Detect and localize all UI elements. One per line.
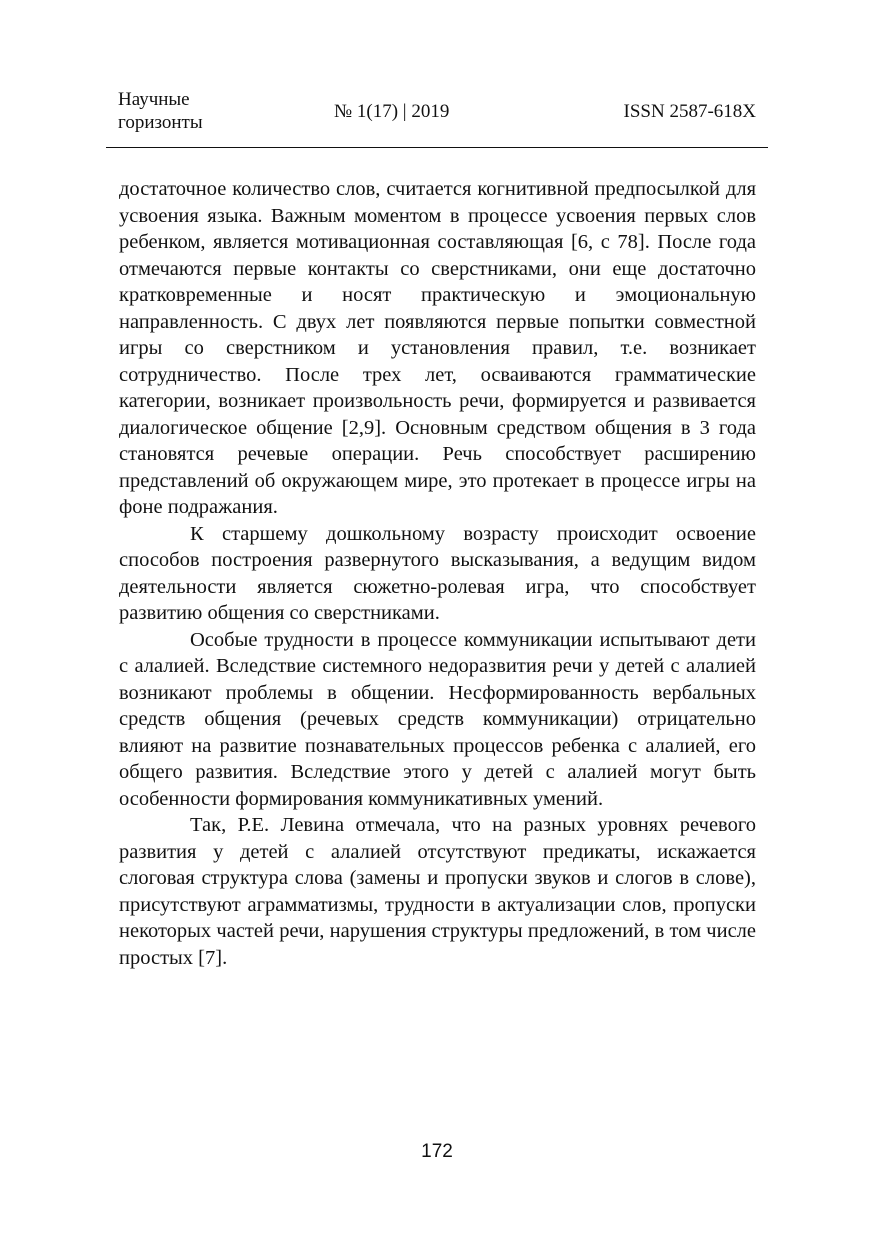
page-number: 172 bbox=[421, 1141, 453, 1162]
paragraph: К старшему дошкольному возрасту происходит освоение способов построения развернутого высказывания, а ведущим видом деятельности является сюжетно-ролевая игра, что способствует развитию общения со сверстниками. bbox=[119, 522, 756, 624]
issn: ISSN 2587-618X bbox=[623, 101, 756, 122]
issue-number: № 1(17) | 2019 bbox=[334, 101, 450, 122]
paragraph-continued: достаточное количество слов, считается когнитивной предпосылкой для усвоения языка. Важным моментом в процессе усвоения первых слов ребенком, является мотивационная составляющая [6, с 78]. После года отмечаются первые контакты со сверстниками, они еще достаточно кратковременные и носят практическую и эмоциональную направленность. С двух лет появляются первые попытки совместной игры со сверстником и установления правил, т.е. возникает сотрудничество. После трех лет, осваиваются грамматические категории, возникает произвольность речи, формируется и развивается диалогическое общение [2,9]. Основным средством общения в 3 года становятся речевые операции. Речь способствует расширению представлений об окружающем мире, это протекает в процессе игры на фоне подражания. bbox=[119, 178, 756, 518]
paragraph: Особые трудности в процессе коммуникации испытывают дети с алалией. Вследствие системного недоразвития речи у детей с алалией возникают проблемы в общении. Несформированность вербальных средств общения (речевых средств коммуникации) отрицательно влияют на развитие познавательных процессов ребенка с алалией, его общего развития. Вследствие этого у детей с алалией могут быть особенности формирования коммуникативных умений. bbox=[119, 628, 756, 810]
paragraph: Так, Р.Е. Левина отмечала, что на разных уровнях речевого развития у детей с алалией отсутствуют предикаты, искажается слоговая структура слова (замены и пропуски звуков и слогов в слове), присутствуют аграмматизмы, трудности в актуализации слов, пропуски некоторых частей речи, нарушения структуры предложений, в том числе простых [7]. bbox=[119, 814, 756, 969]
header-divider bbox=[106, 147, 768, 148]
article-body bbox=[119, 176, 756, 971]
journal-name-line-1: Научные bbox=[118, 89, 190, 110]
journal-name-line-2: горизонты bbox=[118, 112, 203, 133]
journal-name bbox=[118, 88, 258, 134]
running-header bbox=[106, 88, 768, 148]
